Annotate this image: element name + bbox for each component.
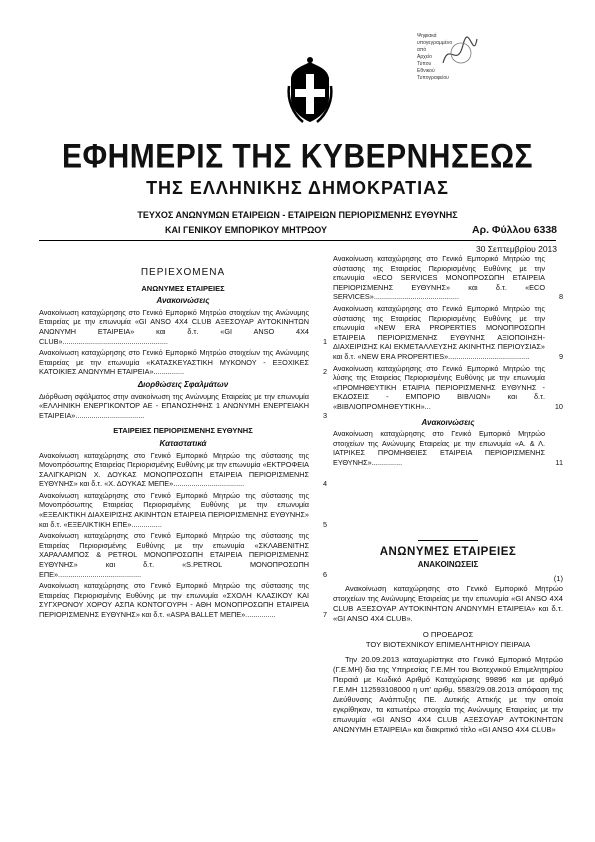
toc-subsection-heading: Ανακοινώσεις: [156, 296, 210, 306]
toc-section-heading: ΕΤΑΙΡΕΙΕΣ ΠΕΡΙΟΡΙΣΜΕΝΗΣ ΕΥΘΥΝΗΣ: [113, 426, 253, 436]
digital-signature-block: [417, 33, 483, 82]
toc-entry-text: Ανακοίνωση καταχώρησης στο Γενικό Εμπορικό Μητρώο της σύστασης της Μονοπρόσωπης Εταιρείας Περιορισμένης Ευθύνης με την επωνυμία «ΕΚΤΡΟΦΕΙΑ ΣΑΛΙΓΚΑΡΙΩΝ Χ. ΔΟΥΚΑΣ ΜΟΝΟΠΡΟΣΩΠΗ ΕΤΑΙΡΕΙΑ ΠΕΡΙΟΡΙΣΜΕΝΗΣ ΕΥΘΥΝΗΣ» και δ.τ. «Χ. ΔΟΥΚΑΣ ΜΕΠΕ»...................................: [39, 450, 309, 489]
toc-entry[interactable]: [39, 581, 327, 619]
toc-entry-page: 10: [554, 401, 563, 411]
toc-heading: ΠΕΡΙΕΧΟΜΕΝΑ: [140, 267, 226, 278]
gazette-title: ΕΦΗΜΕΡΙΣ ΤΗΣ ΚΥΒΕΡΝΗΣΕΩΣ: [61, 137, 534, 176]
toc-entry-text: Ανακοίνωση καταχώρησης στο Γενικό Εμπορικό Μητρώο της σύστασης της Εταιρείας Περιορισμένης Ευθύνης με την επωνυμία «ΣΚΛΑΒΕΝΙΤΗΣ ΧΑΡΑΛΑΜΠΟΣ & PETROL ΜΟΝΟΠΡΟΣΩΠΗ ΕΤΑΙΡΕΙΑ ΠΕΡΙΟΡΙΣΜΕΝΗΣ ΕΥΘΥΝΗΣ» και δ.τ. «S.PETROL ΜΟΝΟΠΡΟΣΩΠΗ ΕΠΕ».........................................: [39, 531, 309, 579]
sig-line: Αρχείο: [417, 54, 432, 60]
toc-left-column: [39, 266, 327, 621]
greek-coat-of-arms-icon: [285, 56, 335, 128]
issue-date: 30 Σεπτεμβρίου 2013: [475, 244, 557, 254]
toc-entry[interactable]: [39, 348, 327, 377]
article-number: (1): [553, 574, 563, 583]
series-line-1: ΤΕΥΧΟΣ ΑΝΩΝΥΜΩΝ ΕΤΑΙΡΕΙΩΝ - ΕΤΑΙΡΕΙΩΝ ΠΕΡΙΟΡΙΣΜΕΝΗΣ ΕΥΘΥΝΗΣ: [137, 210, 458, 220]
toc-entry-text: Ανακοίνωση καταχώρησης στο Γενικό Εμπορικό Μητρώο της σύστασης της Εταιρείας Περιορισμένης Ευθύνης με την επωνυμία «ECO SERVICES ΜΟΝΟΠΡΟΣΩΠΗ ΕΤΑΙΡΕΙΑ ΠΕΡΙΟΡΙΣΜΕΝΗΣ ΕΥΘΥΝΗΣ» και δ.τ. «ECO SERVICES»..........................................: [333, 254, 545, 302]
section-separator: [418, 540, 478, 541]
toc-entry[interactable]: [39, 451, 327, 489]
toc-entry-text: Ανακοίνωση καταχώρησης στο Γενικό Εμπορικό Μητρώο της σύστασης της Εταιρείας Περιορισμένης Ευθύνης με την επωνυμία «NEW ERA PROPERTIES ΜΟΝΟΠΡΟΣΩΠΗ ΕΤΑΙΡΕΙΑ ΠΕΡΙΟΡΙΣΜΕΝΗΣ ΕΥΘΥΝΗΣ ΑΞΙΟΠΟΙΗΣΗ-ΔΙΑΧΕΙΡΙΣΗΣ ΚΑΙ ΕΚΜΕΤΑΛΛΕΥΣΗΣ ΑΚΙΝΗΤΗΣ ΠΕΡΙΟΥΣΙΑΣ» και δ.τ. «NEW ERA PROPERTIES»........................................: [333, 303, 545, 361]
toc-subsection-heading: Ανακοινώσεις: [421, 417, 475, 427]
article-heading: ΑΝΩΝΥΜΕΣ ΕΤΑΙΡΕΙΕΣ: [379, 546, 517, 558]
toc-entry-page: 8: [558, 292, 563, 302]
toc-entry-text: Ανακοίνωση καταχώρησης στο Γενικό Εμπορικό Μητρώο της λύσης της Εταιρείας Περιορισμένης Ευθύνης με την επωνυμία «ΠΡΟΜΗΘΕΥΤΙΚΗ ΕΤΑΙΡΙΑ ΠΕΡΙΟΡΙΣΜΕΝΗΣ ΕΥΘΥΝΗΣ - ΕΚΔΟΣΕΙΣ - ΕΜΠΟΡΙΟ ΒΙΒΛΙΩΝ» και δ.τ. «ΒΙΒΛΙΟΠΡΟΜΗΘΕΥΤΙΚΗ»...: [333, 363, 545, 411]
toc-entry-page: 3: [322, 410, 327, 420]
toc-right-column: [333, 252, 563, 468]
sig-line: Τυπογραφείου: [417, 75, 449, 81]
sig-line: υπογεγραμμένο: [417, 40, 453, 46]
article-subheading: ΑΝΑΚΟΙΝΩΣΕΙΣ: [417, 560, 479, 569]
authority-name: ΤΟΥ ΒΙΟΤΕΧΝΙΚΟΥ ΕΠΙΜΕΛΗΤΗΡΙΟΥ ΠΕΙΡΑΙΑ: [365, 640, 531, 649]
toc-entry-page: 6: [322, 569, 327, 579]
signature-scribble-icon: [439, 33, 479, 73]
header-divider: [39, 240, 556, 241]
article-body: Την 20.09.2013 καταχωρίστηκε στο Γενικό Εμπορικό Μητρώο (Γ.Ε.ΜΗ) δια της Υπηρεσίας Γ.Ε.ΜΗ του Βιοτεχνικού Επιμελητηρίου Πειραιά με Κωδικό Αριθμό Καταχώρισης 99896 και με αριθμό Γ.Ε.ΜΗ 112593108000 η υπ' αριθμ. 5583/29.08.2013 απόφαση της Διεύθυνσης Ανάπτυξης ΠΕ. Δυτικής Αττικής με την οποία εγκρίθηκαν, τα κατωτέρω στοιχεία της Ανώνυμης Εταιρείας με την επωνυμία «GI ANSO 4X4 CLUB ΑΞΕΣΟΥΑΡ ΑΥΤΟΚΙΝΗΤΩΝ ΑΝΩΝΥΜΗ ΕΤΑΙΡΕΙΑ» και διακριτικό τίτλο «GI ANSO 4X4 CLUB»: [333, 655, 563, 734]
toc-section-heading: ΑΝΩΝΥΜΕΣ ΕΤΑΙΡΕΙΕΣ: [141, 283, 225, 293]
toc-entry-page: 4: [322, 479, 327, 489]
toc-entry[interactable]: [333, 254, 563, 302]
toc-entry-text: Ανακοίνωση καταχώρησης στο Γενικό Εμπορικό Μητρώο της σύστασης της Εταιρείας Περιορισμένης Ευθύνης με την επωνυμία «ΣΧΟΛΗ ΚΛΑΣΙΚΟΥ ΚΑΙ ΣΥΓΧΡΟΝΟΥ ΧΟΡΟΥ ΑΣΠΑ ΚΟΝΤΟΓΟΥΡΗ - ΑΘΗ ΜΟΝΟΠΡΟΣΩΠΗ ΕΤΑΙΡΕΙΑ ΠΕΡΙΟΡΙΣΜΕΝΗΣ ΕΥΘΥΝΗΣ» και δ.τ. «ASPA BALLET ΜΕΠΕ»...............: [39, 581, 309, 619]
toc-entry-text: Ανακοίνωση καταχώρησης στο Γενικό Εμπορικό Μητρώο στοιχείων της Ανώνυμης Εταιρείας με την επωνυμία «Α. & Λ. ΙΑΤΡΙΚΕΣ ΠΡΟΜΗΘΕΙΕΣ ΕΤΑΙΡΕΙΑ ΠΕΡΙΟΡΙΣΜΕΝΗΣ ΕΥΘΥΝΗΣ»...............: [333, 429, 545, 467]
authority-title: Ο ΠΡΟΕΔΡΟΣ: [422, 630, 474, 639]
toc-entry-page: 5: [322, 519, 327, 529]
toc-entry-page: 9: [558, 351, 563, 361]
toc-entry-text: Διόρθωση σφάλματος στην ανακοίνωση της Ανώνυμης Εταιρείας με την επωνυμία «ΕΛΛΗΝΙΚΗ ΕΝΕΡΓΙΚΟΝΤΟΡ ΑΕ - ΕΠΑΝΟΣΗΦΗΣ 1 ΑΝΩΝΥΜΗ ΕΝΕΡΓΕΙΑΚΗ ΕΤΑΙΡΕΙΑ»..................................: [39, 391, 309, 420]
toc-entry[interactable]: [39, 392, 327, 421]
sheet-number: Αρ. Φύλλου 6338: [472, 224, 557, 236]
sig-line: Εθνικού: [417, 68, 435, 74]
series-line-2: ΚΑΙ ΓΕΝΙΚΟΥ ΕΜΠΟΡΙΚΟΥ ΜΗΤΡΩΟΥ: [165, 225, 328, 235]
sig-line: από: [417, 47, 427, 53]
toc-entry-page: 1: [322, 336, 327, 346]
toc-entry-page: 7: [322, 610, 327, 619]
toc-entry[interactable]: [333, 304, 563, 362]
article-column: [333, 534, 563, 735]
sig-line: Ψηφιακά: [417, 33, 437, 39]
toc-entry-page: 11: [555, 457, 563, 467]
toc-entry[interactable]: [39, 531, 327, 579]
toc-entry-text: Ανακοίνωση καταχώρησης στο Γενικό Εμπορικό Μητρώο στοιχείων της Ανώνυμης Εταιρείας με την επωνυμία «GI ANSO 4X4 CLUB ΑΞΕΣΟΥΑΡ ΑΥΤΟΚΙΝΗΤΩΝ ΑΝΩΝΥΜΗ ΕΤΑΙΡΕΙΑ» και δ.τ. «GI ANSO 4X4 CLUB»....................................................: [39, 307, 309, 346]
toc-subsection-heading: Διορθώσεις Σφαλμάτων: [137, 379, 229, 389]
gazette-subtitle: ΤΗΣ ΕΛΛΗΝΙΚΗΣ ΔΗΜΟΚΡΑΤΙΑΣ: [146, 178, 449, 198]
toc-entry-text: Ανακοίνωση καταχώρησης στο Γενικό Εμπορικό Μητρώο στοιχείων της Ανώνυμης Εταιρείας με την επωνυμία «ΚΑΤΑΣΚΕΥΑΣΤΙΚΗ ΜΥΚΟΝΟΥ - ΕΞΟΧΙΚΕΣ ΚΑΤΟΙΚΙΕΣ ΑΝΩΝΥΜΗ ΕΤΑΙΡΕΙΑ»...............: [39, 348, 309, 377]
sig-line: Τύπου: [417, 61, 432, 67]
toc-entry[interactable]: [39, 491, 327, 529]
toc-subsection-heading: Καταστατικά: [159, 438, 207, 448]
toc-entry-text: Ανακοίνωση καταχώρησης στο Γενικό Εμπορικό Μητρώο της σύστασης της Μονοπρόσωπης Εταιρείας Περιορισμένης Ευθύνης με την επωνυμία «ΕΞΕΛΙΚΤΙΚΗ ΔΙΑΧΕΙΡΙΣΗΣ ΑΚΙΝΗΤΩΝ ΕΤΑΙΡΕΙΑ ΠΕΡΙΟΡΙΣΜΕΝΗΣ ΕΥΘΥΝΗΣ» και δ.τ. «ΕΞΕΛΙΚΤΙΚΗ ΕΠΕ»...............: [39, 490, 309, 529]
toc-entry[interactable]: [39, 308, 327, 346]
toc-entry[interactable]: [333, 429, 563, 467]
toc-entry-page: 2: [322, 367, 327, 377]
article-summary: Ανακοίνωση καταχώρησης στο Γενικό Εμπορικό Μητρώο στοιχείων της Ανώνυμης Εταιρείας με την επωνυμία «GI ANSO 4X4 CLUB ΑΞΕΣΟΥΑΡ ΑΥΤΟΚΙΝΗΤΩΝ ΑΝΩΝΥΜΗ ΕΤΑΙΡΕΙΑ» και δ.τ. «GI ANSO 4X4 CLUB».: [333, 584, 563, 623]
toc-entry[interactable]: [333, 364, 563, 412]
